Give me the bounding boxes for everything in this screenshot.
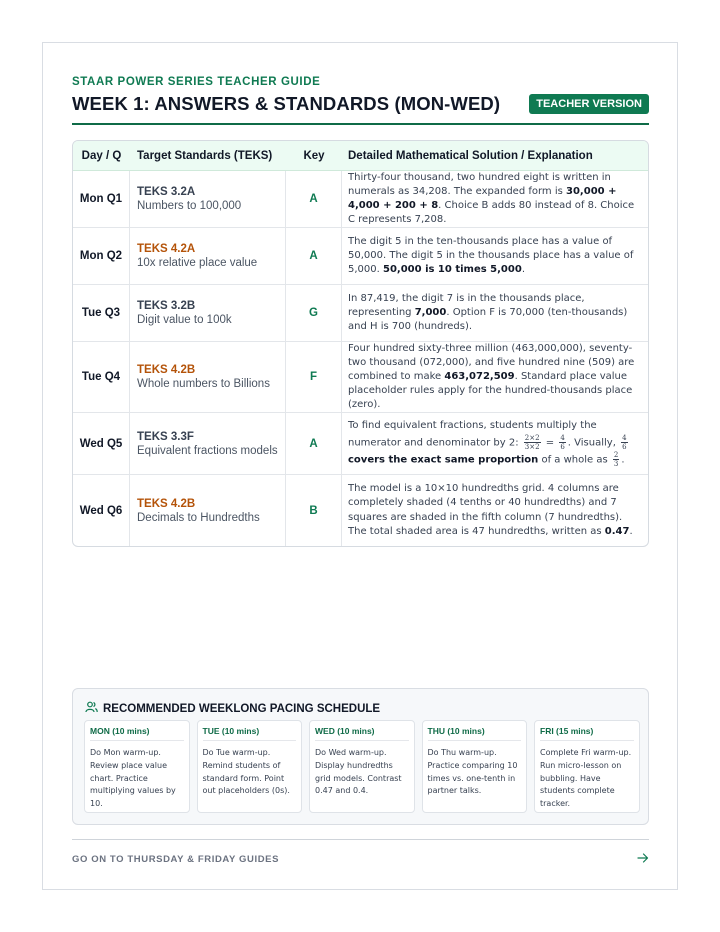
row-day: Tue Q4 xyxy=(73,342,130,412)
next-guides-link[interactable]: GO ON TO THURSDAY & FRIDAY GUIDES xyxy=(72,853,280,865)
answer-key: G xyxy=(286,285,342,341)
teks-code: TEKS 3.3F xyxy=(137,430,194,443)
pacing-schedule xyxy=(72,688,649,825)
row-standard xyxy=(130,285,286,341)
day-label: TUE (10 mins) xyxy=(203,726,297,741)
day-label: MON (10 mins) xyxy=(90,726,184,741)
row-standard xyxy=(130,475,286,546)
pacing-header xyxy=(85,700,380,718)
day-label: FRI (15 mins) xyxy=(540,726,634,741)
teacher-version-badge: TEACHER VERSION xyxy=(529,94,649,114)
solution-text: The digit 5 in the ten-thousands place has a value of 50,000. The digit 5 in the thousands place has a value of 5,000. 50,000 is 10 times 5,000. xyxy=(348,235,634,276)
solution-text: To find equivalent fractions, students multiply the numerator and denominator by 2: $\frac{2\times 2}{3\times 2}$ = $\frac{4}{6}$ . Visually, $\frac{4}{6}$ covers the exact same proportion of a whole as $\frac{2}{3}$ . xyxy=(348,420,627,468)
page-footer xyxy=(72,839,649,868)
pacing-title: RECOMMENDED WEEKLONG PACING SCHEDULE xyxy=(103,703,381,715)
day-text: Complete Fri warm-up. Run micro-lesson on bubbling. Have students complete tracker. xyxy=(540,748,632,809)
row-day: Mon Q1 xyxy=(73,171,130,227)
series-kicker: STAAR POWER SERIES TEACHER GUIDE xyxy=(72,76,321,88)
page-title: WEEK 1: ANSWERS & STANDARDS (MON-WED) xyxy=(72,93,501,114)
solution-text: In 87,419, the digit 7 is in the thousands place, representing 7,000. Option F is 70,000 (ten-thousands) and H is 700 (hundreds). xyxy=(348,292,628,333)
teks-code: TEKS 3.2A xyxy=(137,186,196,198)
row-day: Wed Q5 xyxy=(73,413,130,474)
teks-description: Equivalent fractions models xyxy=(137,444,278,457)
row-standard xyxy=(130,342,286,412)
col-day: Day / Q xyxy=(81,149,122,162)
table-row xyxy=(73,285,648,342)
solution-text: Thirty-four thousand, two hundred eight is written in numerals as 34,208. The expanded form is 30,000 + 4,000 + 200 + 8. Choice B adds 80 instead of 8. Choice C represents 7,208. xyxy=(348,171,635,226)
pacing-day-fri xyxy=(534,720,640,813)
table-row xyxy=(73,342,648,413)
day-label: THU (10 mins) xyxy=(428,726,522,741)
teks-description: 10x relative place value xyxy=(137,257,258,269)
answer-key: A xyxy=(286,228,342,284)
answer-key: B xyxy=(286,475,342,546)
teks-code: TEKS 4.2B xyxy=(137,364,196,376)
users-icon xyxy=(85,700,98,718)
col-explanation: Detailed Mathematical Solution / Explanation xyxy=(348,149,593,162)
pacing-day-thu xyxy=(422,720,528,813)
row-day: Mon Q2 xyxy=(73,228,130,284)
teks-code: TEKS 3.2B xyxy=(137,300,196,312)
teks-description: Numbers to 100,000 xyxy=(137,200,242,212)
day-text: Do Thu warm-up. Practice comparing 10 times vs. one-tenth in partner talks. xyxy=(427,748,518,796)
row-standard xyxy=(130,171,286,227)
pacing-day-tue xyxy=(197,720,303,813)
fraction: $\frac{2}{3}$ xyxy=(613,450,619,468)
day-label: WED (10 mins) xyxy=(315,726,409,741)
page-header xyxy=(72,76,649,547)
day-text: Do Wed warm-up. Display hundredths grid models. Contrast 0.47 and 0.4. xyxy=(315,748,402,796)
table-header xyxy=(73,141,648,171)
teks-code: TEKS 4.2A xyxy=(137,243,196,255)
table-row xyxy=(73,475,648,546)
solution-text: The model is a 10×10 hundredths grid. 4 columns are completely shaded (4 tenths or 40 hundredths) and 7 squares are shaded in the fifth column (7 hundredths). The total shaded area is 47 hundredths, written as 0.47. xyxy=(348,483,633,537)
row-day: Tue Q3 xyxy=(73,285,130,341)
teks-description: Whole numbers to Billions xyxy=(137,378,270,390)
table-row xyxy=(73,413,648,475)
fraction: $\frac{2\times 2}{3\times 2}$ xyxy=(524,433,540,451)
table-row xyxy=(73,171,648,228)
row-standard xyxy=(130,413,286,474)
teks-description: Digit value to 100k xyxy=(137,314,232,326)
fraction: $\frac{4}{6}$ xyxy=(560,433,565,451)
fraction: $\frac{4}{6}$ xyxy=(622,433,627,451)
pacing-days xyxy=(84,720,640,813)
col-key: Key xyxy=(303,149,325,162)
teks-description: Decimals to Hundredths xyxy=(137,511,260,524)
answer-key: A xyxy=(286,413,342,474)
pacing-day-mon xyxy=(84,720,190,813)
solution-text: Four hundred sixty-three million (463,000,000), seventy-two thousand (072,000), and five hundred nine (509) are combined to make 463,072,509. Standard place value placeholder rules apply for the hundred-thousands place (zero). xyxy=(348,342,635,411)
guide-page xyxy=(42,42,678,890)
row-standard xyxy=(130,228,286,284)
pacing-day-wed xyxy=(309,720,415,813)
table-row xyxy=(73,228,648,285)
day-text: Do Tue warm-up. Remind students of standard form. Point out placeholders (0s). xyxy=(202,748,290,796)
answer-key: F xyxy=(286,342,342,412)
title-row xyxy=(72,93,649,125)
teks-code: TEKS 4.2B xyxy=(137,497,196,510)
arrow-right-icon[interactable] xyxy=(637,850,649,868)
row-day: Wed Q6 xyxy=(73,475,130,546)
answer-key: A xyxy=(286,171,342,227)
col-standards: Target Standards (TEKS) xyxy=(137,149,273,162)
answers-table xyxy=(72,140,649,547)
day-text: Do Mon warm-up. Review place value chart. Practice multiplying values by 10. xyxy=(90,748,176,809)
